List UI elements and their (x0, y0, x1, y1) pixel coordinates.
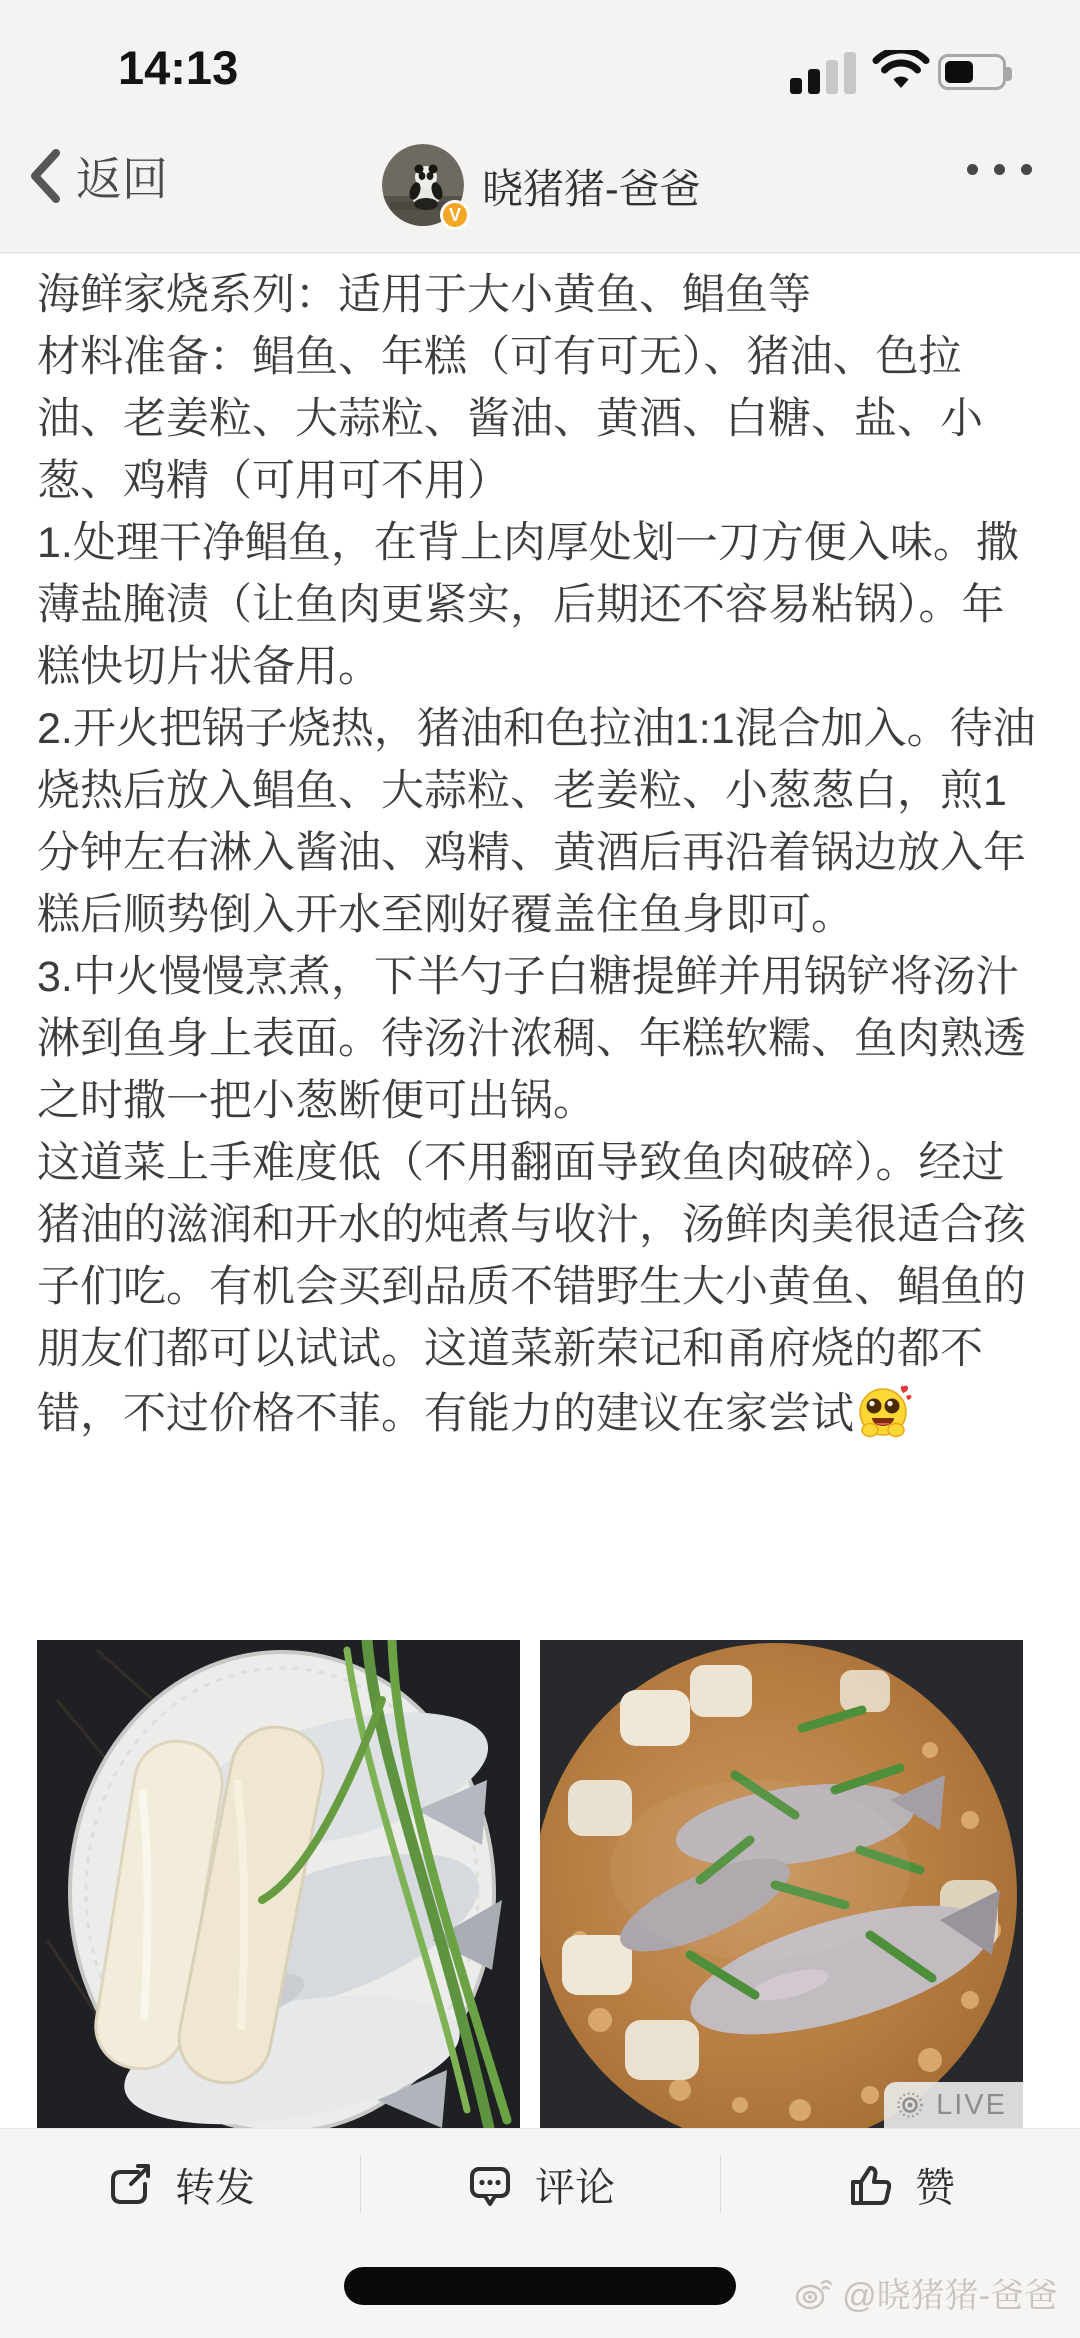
like-button[interactable] (720, 2129, 1080, 2240)
clock: 14:13 (118, 41, 239, 94)
repost-label: 转发 (175, 2166, 255, 2210)
thumbs-up-icon (845, 2160, 895, 2210)
post-paragraph: 2.开火把锅子烧热，猪油和色拉油1:1混合加入。待油烧热后放入鲳鱼、大蒜粒、老姜粒、小葱葱白，煎1分钟左右淋入酱油、鸡精、黄酒后再沿着锅边放入年糕后顺势倒入开水至刚好覆盖住鱼身即可。 (37, 705, 1036, 939)
status-bar (0, 0, 1080, 100)
avatar[interactable] (382, 144, 464, 226)
comment-label: 评论 (535, 2166, 615, 2210)
wifi-icon (872, 50, 930, 97)
repost-icon (105, 2160, 155, 2210)
post-paragraph-text: 这道菜上手难度低（不用翻面导致鱼肉破碎）。经过猪油的滋润和开水的炖煮与收汁，汤鲜肉美很适合孩子们吃。有机会买到品质不错野生大小黄鱼、鲳鱼的朋友们都可以试试。这道菜新荣记和甬府烧的都不错，不过价格不菲。有能力的建议在家尝试 (37, 1139, 1026, 1438)
bottom-strip (0, 2240, 1080, 2338)
repost-button[interactable] (0, 2129, 360, 2240)
post-author[interactable] (382, 144, 701, 226)
live-photo-icon (894, 2089, 926, 2121)
action-toolbar (0, 2128, 1080, 2240)
live-photo-badge (884, 2082, 1023, 2128)
watermark-text: @晓猪猪-爸爸 (842, 2277, 1058, 2315)
braised-fish-pan-image (540, 1640, 1023, 2128)
comment-button[interactable] (360, 2129, 720, 2240)
post-paragraph: 海鲜家烧系列：适用于大小黄鱼、鲳鱼等 (37, 271, 811, 319)
photo-raw-ingredients[interactable] (37, 1640, 520, 2128)
cellular-signal-icon (790, 52, 862, 94)
photo-grid (37, 1640, 1023, 2128)
post-text (37, 264, 1043, 1634)
post-paragraph: 材料准备：鲳鱼、年糕（可有可无）、猪油、色拉油、老姜粒、大蒜粒、酱油、黄酒、白糖、盐、小葱、鸡精（可用可不用） (37, 333, 983, 505)
back-label: 返回 (76, 153, 168, 205)
chevron-left-icon (28, 148, 62, 204)
weibo-logo-icon (794, 2275, 834, 2311)
back-button[interactable] (28, 128, 168, 224)
like-label: 赞 (915, 2166, 955, 2210)
photo-cooked-dish[interactable] (540, 1640, 1023, 2128)
weibo-watermark (794, 2268, 1058, 2317)
comment-icon (465, 2160, 515, 2210)
raw-fish-plate-image (37, 1640, 520, 2128)
live-badge-label: LIVE (936, 2088, 1007, 2121)
home-indicator[interactable] (344, 2267, 736, 2305)
username[interactable]: 晓猪猪-爸爸 (482, 165, 701, 212)
navigation-bar (0, 100, 1080, 253)
more-options-button[interactable] (967, 164, 1032, 175)
verified-badge: V (440, 200, 470, 230)
post-paragraph (37, 1132, 1043, 1445)
post-paragraph: 3.中火慢慢烹煮，下半勺子白糖提鲜并用锅铲将汤汁淋到鱼身上表面。待汤汁浓稠、年糕软糯、鱼肉熟透之时撒一把小葱断便可出锅。 (37, 953, 1026, 1125)
battery-icon (938, 54, 1006, 90)
post-content (0, 254, 1080, 2128)
post-paragraph: 1.处理干净鲳鱼，在背上肉厚处划一刀方便入味。撒薄盐腌渍（让鱼肉更紧实，后期还不容易粘锅）。年糕快切片状备用。 (37, 519, 1019, 691)
adoring-face-emoji (856, 1380, 914, 1438)
